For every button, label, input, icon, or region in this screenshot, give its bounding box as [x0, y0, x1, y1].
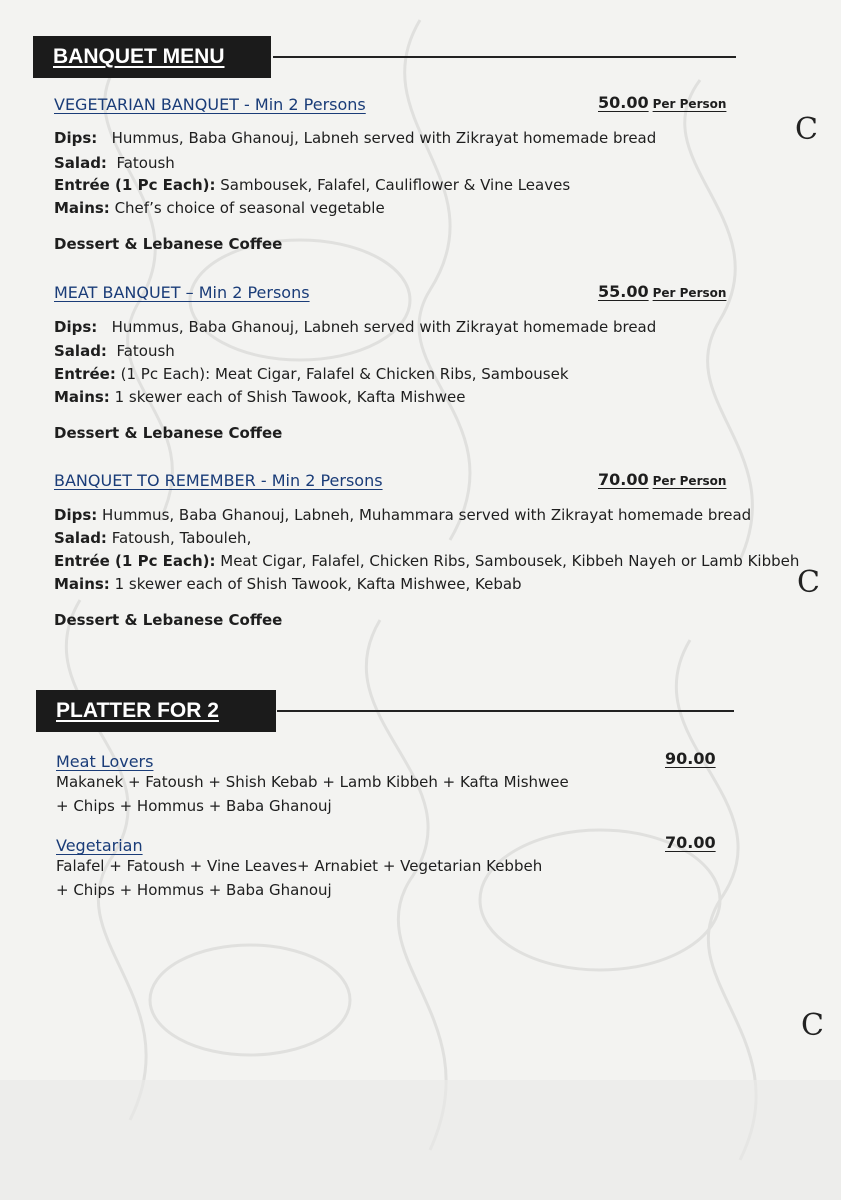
- menu-line: Dips: Hummus, Baba Ghanouj, Labneh served with Zikrayat homemade bread: [54, 318, 657, 336]
- crescent-mark-icon: C: [795, 112, 818, 147]
- platter-heading: PLATTER FOR 2: [36, 690, 276, 732]
- menu-line: Salad: Fatoush: [54, 154, 175, 172]
- platter-line: Makanek + Fatoush + Shish Kebab + Lamb Kibbeh + Kafta Mishwee: [56, 773, 569, 791]
- vegetarian-banquet-price: 50.00 Per Person: [598, 93, 727, 112]
- menu-line: Entrée (1 Pc Each): Sambousek, Falafel, Cauliflower & Vine Leaves: [54, 176, 571, 194]
- meat-banquet-price: 55.00 Per Person: [598, 282, 727, 301]
- platter-line: + Chips + Hommus + Baba Ghanouj: [56, 881, 332, 899]
- dessert-line: Dessert & Lebanese Coffee: [54, 235, 283, 253]
- banquet-heading-rule: [273, 56, 736, 58]
- vegetarian-platter-title: Vegetarian: [56, 836, 143, 855]
- price-unit: Per Person: [652, 286, 727, 300]
- crescent-mark-icon: C: [797, 565, 820, 600]
- platter-line: Falafel + Fatoush + Vine Leaves+ Arnabiet + Vegetarian Kebbeh: [56, 857, 543, 875]
- menu-line: Mains: 1 skewer each of Shish Tawook, Kafta Mishwee: [54, 388, 466, 406]
- menu-line: Mains: Chef’s choice of seasonal vegetable: [54, 199, 385, 217]
- meat-lovers-title: Meat Lovers: [56, 752, 154, 771]
- banquet-to-remember-price: 70.00 Per Person: [598, 470, 727, 489]
- meat-banquet-title: MEAT BANQUET – Min 2 Persons: [54, 283, 310, 302]
- crescent-mark-icon: C: [801, 1008, 824, 1043]
- menu-line: Dips: Hummus, Baba Ghanouj, Labneh, Muhammara served with Zikrayat homemade bread: [54, 506, 752, 524]
- vegetarian-banquet-title: VEGETARIAN BANQUET - Min 2 Persons: [54, 95, 366, 114]
- dessert-line: Dessert & Lebanese Coffee: [54, 424, 283, 442]
- menu-line: Salad: Fatoush: [54, 342, 175, 360]
- banquet-menu-heading: BANQUET MENU: [33, 36, 271, 78]
- dessert-line: Dessert & Lebanese Coffee: [54, 611, 283, 629]
- menu-line: Mains: 1 skewer each of Shish Tawook, Kafta Mishwee, Kebab: [54, 575, 522, 593]
- menu-line: Entrée: (1 Pc Each): Meat Cigar, Falafel & Chicken Ribs, Sambousek: [54, 365, 569, 383]
- menu-line: Dips: Hummus, Baba Ghanouj, Labneh served with Zikrayat homemade bread: [54, 129, 657, 147]
- meat-lovers-price: 90.00: [665, 749, 716, 768]
- banquet-to-remember-title: BANQUET TO REMEMBER - Min 2 Persons: [54, 471, 383, 490]
- price-unit: Per Person: [652, 474, 727, 488]
- price-unit: Per Person: [652, 97, 727, 111]
- vegetarian-platter-price: 70.00: [665, 833, 716, 852]
- menu-line: Entrée (1 Pc Each): Meat Cigar, Falafel, Chicken Ribs, Sambousek, Kibbeh Nayeh or Lamb Kibbeh: [54, 552, 800, 570]
- platter-heading-rule: [277, 710, 734, 712]
- menu-line: Salad: Fatoush, Tabouleh,: [54, 529, 252, 547]
- platter-line: + Chips + Hommus + Baba Ghanouj: [56, 797, 332, 815]
